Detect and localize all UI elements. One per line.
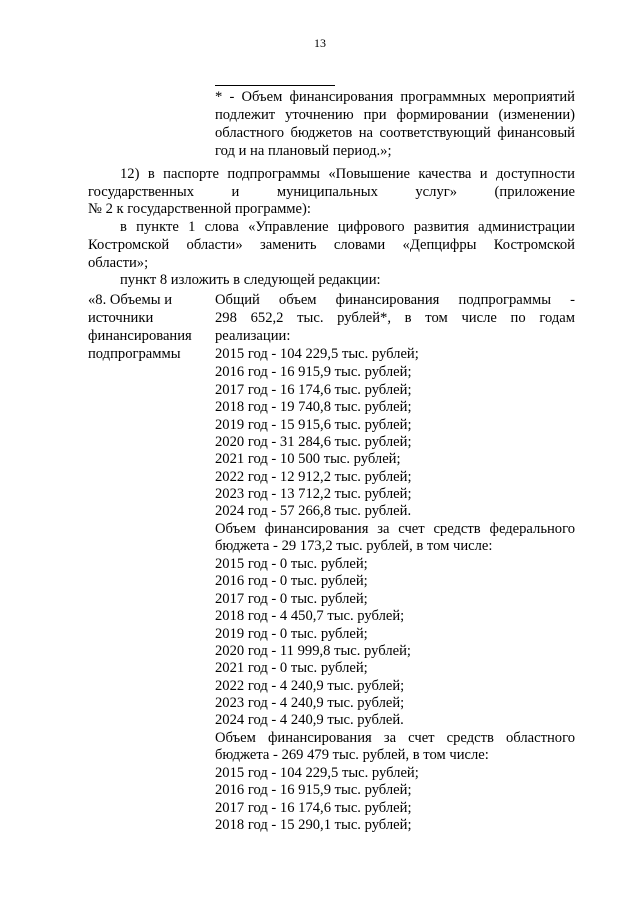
table-label-line: подпрограммы	[88, 346, 181, 362]
funding-year-line: 2018 год - 4 450,7 тыс. рублей;	[215, 608, 405, 624]
funding-year-line: 2015 год - 0 тыс. рублей;	[215, 556, 368, 572]
funding-year-line: 2015 год - 104 229,5 тыс. рублей;	[215, 346, 419, 362]
funding-line: Объем финансирования за счет средств федерального	[215, 521, 575, 537]
funding-line: Объем финансирования за счет средств областного	[215, 730, 575, 746]
point1-line: Костромской области» заменить словами «Депцифры Костромской	[88, 237, 575, 253]
item12-line: государственных и муниципальных услуг» (приложение	[88, 184, 575, 200]
table-label-line: источники	[88, 310, 154, 326]
funding-year-line: 2024 год - 4 240,9 тыс. рублей.	[215, 712, 404, 728]
funding-year-line: 2019 год - 15 915,6 тыс. рублей;	[215, 417, 412, 433]
funding-year-line: 2024 год - 57 266,8 тыс. рублей.	[215, 503, 412, 519]
funding-line: 298 652,2 тыс. рублей*, в том числе по годам	[215, 310, 575, 326]
funding-year-line: 2020 год - 31 284,6 тыс. рублей;	[215, 434, 412, 450]
page-number: 13	[314, 36, 326, 50]
point8-line: пункт 8 изложить в следующей редакции:	[120, 272, 381, 288]
funding-year-line: 2023 год - 4 240,9 тыс. рублей;	[215, 695, 405, 711]
item12-line: 12) в паспорте подпрограммы «Повышение качества и доступности	[120, 166, 575, 182]
funding-year-line: 2018 год - 15 290,1 тыс. рублей;	[215, 817, 412, 833]
footnote-line: * - Объем финансирования программных мероприятий	[215, 89, 575, 105]
funding-line: бюджета - 269 479 тыс. рублей, в том числе:	[215, 747, 489, 763]
table-label-line: «8. Объемы и	[88, 292, 173, 308]
footnote-line: областного бюджетов на соответствующий финансовый	[215, 125, 575, 141]
funding-year-line: 2017 год - 16 174,6 тыс. рублей;	[215, 800, 412, 816]
footnote-line: подлежит уточнению при формировании (изменении)	[215, 107, 575, 123]
funding-year-line: 2016 год - 16 915,9 тыс. рублей;	[215, 782, 412, 798]
funding-year-line: 2017 год - 0 тыс. рублей;	[215, 591, 368, 607]
footnote-line: год и на плановый период.»;	[215, 143, 392, 159]
funding-year-line: 2016 год - 0 тыс. рублей;	[215, 573, 368, 589]
funding-year-line: 2019 год - 0 тыс. рублей;	[215, 626, 368, 642]
footnote-separator	[215, 85, 335, 86]
funding-line: бюджета - 29 173,2 тыс. рублей, в том числе:	[215, 538, 493, 554]
funding-year-line: 2020 год - 11 999,8 тыс. рублей;	[215, 643, 411, 659]
funding-year-line: 2016 год - 16 915,9 тыс. рублей;	[215, 364, 412, 380]
funding-year-line: 2021 год - 0 тыс. рублей;	[215, 660, 368, 676]
funding-year-line: 2017 год - 16 174,6 тыс. рублей;	[215, 382, 412, 398]
point1-line: области»;	[88, 255, 149, 271]
table-label-line: финансирования	[88, 328, 192, 344]
funding-year-line: 2022 год - 4 240,9 тыс. рублей;	[215, 678, 405, 694]
funding-year-line: 2021 год - 10 500 тыс. рублей;	[215, 451, 401, 467]
funding-year-line: 2023 год - 13 712,2 тыс. рублей;	[215, 486, 412, 502]
item12-line: № 2 к государственной программе):	[88, 201, 311, 217]
funding-year-line: 2022 год - 12 912,2 тыс. рублей;	[215, 469, 412, 485]
point1-line: в пункте 1 слова «Управление цифрового развития администрации	[120, 219, 575, 235]
funding-year-line: 2018 год - 19 740,8 тыс. рублей;	[215, 399, 412, 415]
funding-year-line: 2015 год - 104 229,5 тыс. рублей;	[215, 765, 419, 781]
funding-line: реализации:	[215, 328, 291, 344]
funding-line: Общий объем финансирования подпрограммы -	[215, 292, 575, 308]
